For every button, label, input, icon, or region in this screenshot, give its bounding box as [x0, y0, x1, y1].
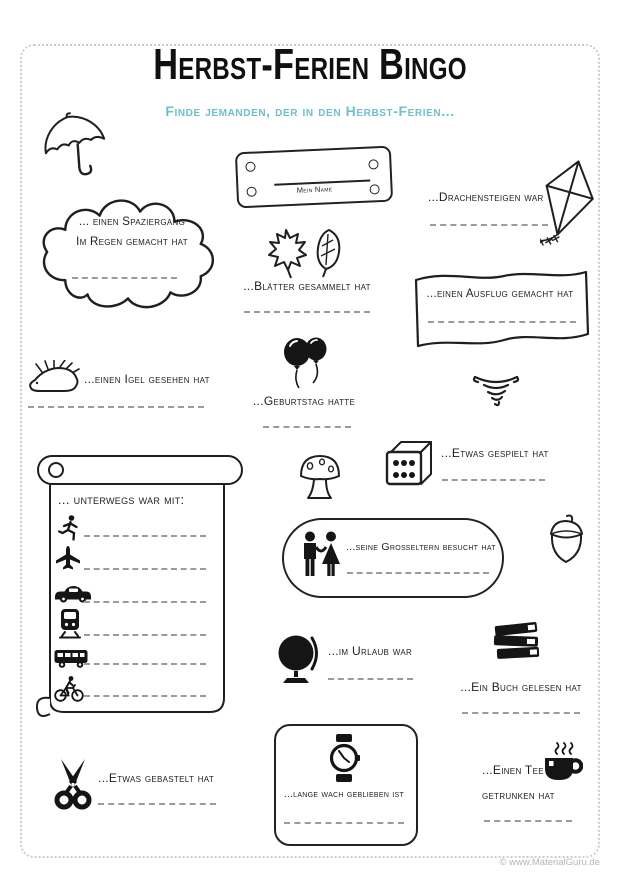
leaf-icon — [312, 226, 344, 280]
answer-line — [284, 822, 404, 824]
cloud-icon — [35, 183, 227, 325]
item-geburtstag: ...Geburtstag hatte — [252, 394, 356, 408]
answer-line — [328, 678, 413, 680]
answer-line — [244, 311, 370, 313]
hedgehog-icon — [28, 360, 80, 394]
copyright-note: © www.MaterialGuru.de — [499, 857, 600, 868]
item-urlaub: ...im Urlaub war — [328, 644, 413, 658]
item-tee-line2: getrunken hat — [482, 788, 555, 802]
answer-line — [98, 803, 216, 805]
item-tee-line1: ...Einen Tee — [482, 763, 544, 777]
bus-icon — [54, 647, 88, 669]
item-drachensteigen: ...Drachensteigen war — [428, 190, 544, 204]
globe-icon — [276, 632, 322, 686]
item-igel: ...einen Igel gesehen hat — [84, 372, 210, 386]
answer-line — [484, 820, 572, 822]
couple-icon — [300, 531, 342, 580]
teacup-icon — [543, 742, 583, 786]
name-tag-label: Mein Name — [296, 184, 333, 195]
answer-line — [84, 663, 206, 665]
answer-line — [442, 479, 545, 481]
answer-line — [462, 712, 580, 714]
item-blaetter: ...Blätter gesammelt hat — [243, 279, 371, 293]
item-buch: ...Ein Buch gelesen hat — [460, 680, 582, 694]
item-spaziergang-line2: Im Regen gemacht hat — [76, 236, 188, 248]
answer-line — [84, 695, 206, 697]
page-subtitle: Finde jemanden, der in den Herbst-Ferien... — [165, 103, 455, 119]
balloons-icon — [282, 336, 330, 390]
answer-line — [84, 601, 206, 603]
watch-icon — [327, 733, 361, 783]
scissors-icon — [52, 758, 96, 812]
answer-line — [263, 426, 351, 428]
mushroom-icon — [298, 452, 342, 502]
tornado-icon — [472, 372, 520, 412]
tag-hole — [368, 159, 378, 169]
train-icon — [58, 608, 82, 639]
page-title: Herbst-Ferien Bingo — [153, 40, 467, 89]
maple-leaf-icon — [264, 228, 310, 280]
kite-icon — [540, 158, 598, 252]
acorn-icon — [546, 514, 588, 566]
item-ausflug: ...einen Ausflug gemacht hat — [426, 288, 574, 300]
books-icon — [490, 620, 546, 668]
item-grosseltern: ...seine Großeltern besucht hat — [346, 541, 496, 553]
item-gebastelt: ...Etwas gebastelt hat — [98, 771, 215, 785]
name-tag — [235, 146, 393, 209]
banner-ribbon — [408, 260, 594, 356]
item-spaziergang — [57, 212, 207, 252]
answer-line — [84, 568, 206, 570]
answer-line — [84, 535, 206, 537]
tag-hole — [245, 162, 255, 172]
answer-line — [430, 224, 548, 226]
airplane-icon — [56, 546, 81, 572]
answer-line — [72, 277, 177, 279]
umbrella-icon — [38, 110, 112, 188]
runner-icon — [58, 515, 82, 542]
answer-line — [84, 634, 206, 636]
answer-line — [347, 572, 489, 574]
transport-header: ... unterwegs war mit: — [58, 492, 185, 507]
answer-line — [28, 406, 204, 408]
item-spaziergang-line1: ... einen Spaziergang — [78, 216, 186, 228]
item-wach: ...lange wach geblieben ist — [283, 789, 405, 800]
answer-line — [428, 321, 576, 323]
dice-icon — [383, 440, 433, 488]
item-gespielt: ...Etwas gespielt hat — [441, 446, 549, 460]
bicycle-icon — [54, 676, 84, 702]
